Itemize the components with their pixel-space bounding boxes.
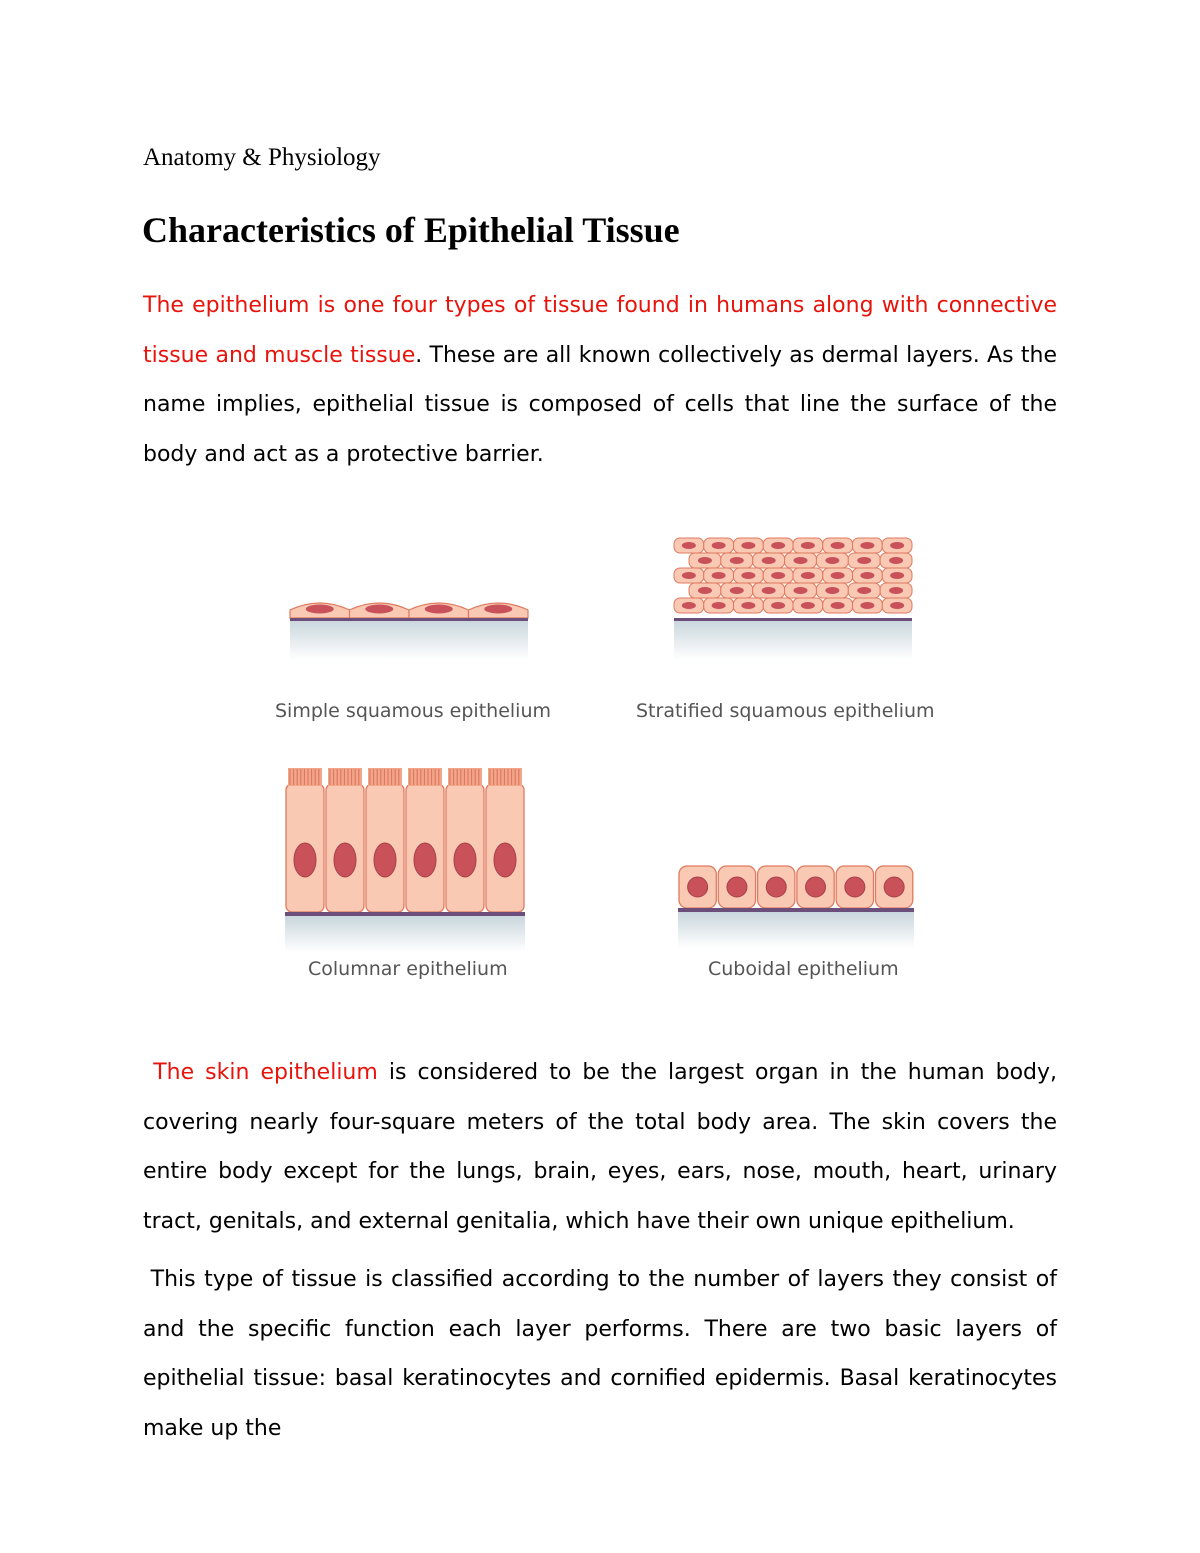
squamous-nucleus xyxy=(306,605,334,614)
cuboidal-nucleus xyxy=(884,877,904,897)
squamous-nucleus xyxy=(484,605,512,614)
skin-paragraph xyxy=(143,1048,1057,1246)
stratified-nucleus xyxy=(771,602,785,609)
stratified-nucleus xyxy=(825,557,839,564)
stratified-nucleus xyxy=(889,587,903,594)
stratified-nucleus xyxy=(801,542,815,549)
cuboidal-nucleus xyxy=(688,877,708,897)
stratified-nucleus xyxy=(890,602,904,609)
stratified-nucleus xyxy=(771,542,785,549)
cuboidal-label: Cuboidal epithelium xyxy=(708,958,899,980)
stratified-nucleus xyxy=(741,542,755,549)
skin-highlight-text: The skin epithelium xyxy=(153,1060,378,1085)
stratified-nucleus xyxy=(890,572,904,579)
stratified-squamous-label: Stratified squamous epithelium xyxy=(636,700,935,722)
stratified-nucleus xyxy=(794,587,808,594)
columnar-nucleus xyxy=(454,843,476,877)
stratified-nucleus xyxy=(889,557,903,564)
intro-body-text: . These are all known collectively as dermal layers. As the name implies, epithelial tissue is composed of cells that line the surface of the body and act as a protective barrier. xyxy=(143,342,1057,467)
cuboidal-nucleus xyxy=(766,877,786,897)
stratified-nucleus xyxy=(712,602,726,609)
stratified-nucleus xyxy=(682,572,696,579)
intro-highlight-text: The epithelium is one four types of tissue found in humans along with connective tissue and muscle tissue xyxy=(143,293,1057,368)
columnar-nucleus xyxy=(334,843,356,877)
classification-paragraph xyxy=(143,1255,1057,1453)
cuboidal-nucleus xyxy=(806,877,826,897)
stratified-nucleus xyxy=(857,587,871,594)
stratified-nucleus xyxy=(698,557,712,564)
simple-squamous-label: Simple squamous epithelium xyxy=(275,700,551,722)
stratified-nucleus xyxy=(682,602,696,609)
columnar-nucleus xyxy=(414,843,436,877)
stratified-nucleus xyxy=(730,557,744,564)
stratified-nucleus xyxy=(771,572,785,579)
columnar-nucleus xyxy=(494,843,516,877)
course-subject: Anatomy & Physiology xyxy=(143,144,381,171)
stratified-nucleus xyxy=(801,602,815,609)
stratified-nucleus xyxy=(730,587,744,594)
stratified-nucleus xyxy=(682,542,696,549)
columnar-nucleus xyxy=(294,843,316,877)
stratified-nucleus xyxy=(801,572,815,579)
stratified-nucleus xyxy=(712,542,726,549)
stratified-nucleus xyxy=(741,572,755,579)
stratified-nucleus xyxy=(825,587,839,594)
columnar-nucleus xyxy=(374,843,396,877)
epithelium-diagram xyxy=(240,520,960,1000)
stratified-nucleus xyxy=(712,572,726,579)
stratified-nucleus xyxy=(741,602,755,609)
stratified-nucleus xyxy=(860,542,874,549)
stratified-nucleus xyxy=(794,557,808,564)
page-title: Characteristics of Epithelial Tissue xyxy=(142,210,680,250)
skin-body-text: is considered to be the largest organ in the human body, covering nearly four-square meters of the total body area. The skin covers the entire body except for the lungs, brain, eyes, ears, nose, mouth, heart, urinary tract, genitals, and external genitalia, which have their own unique epithelium. xyxy=(143,1060,1058,1234)
columnar-label: Columnar epithelium xyxy=(308,958,508,980)
stratified-nucleus xyxy=(698,587,712,594)
stratified-nucleus xyxy=(831,542,845,549)
classification-body-text: This type of tissue is classified according to the number of layers they consist of and the specific function each layer performs. There are two basic layers of epithelial tissue: basal keratinocytes and cornified epidermis. Basal keratinocytes make up the xyxy=(143,1267,1057,1441)
stratified-nucleus xyxy=(831,602,845,609)
squamous-nucleus xyxy=(425,605,453,614)
squamous-nucleus xyxy=(365,605,393,614)
cuboidal-nucleus xyxy=(845,877,865,897)
cuboidal-nucleus xyxy=(727,877,747,897)
intro-paragraph xyxy=(143,281,1057,479)
stratified-nucleus xyxy=(860,572,874,579)
columnar-illustration xyxy=(285,768,525,952)
stratified-nucleus xyxy=(890,542,904,549)
stratified-nucleus xyxy=(860,602,874,609)
stratified-nucleus xyxy=(857,557,871,564)
stratified-nucleus xyxy=(762,557,776,564)
epithelium-types-figure xyxy=(240,520,960,1000)
stratified-nucleus xyxy=(831,572,845,579)
stratified-squamous-illustration xyxy=(674,538,912,660)
stratified-nucleus xyxy=(762,587,776,594)
simple-squamous-illustration xyxy=(290,603,528,660)
cuboidal-illustration xyxy=(678,866,914,948)
